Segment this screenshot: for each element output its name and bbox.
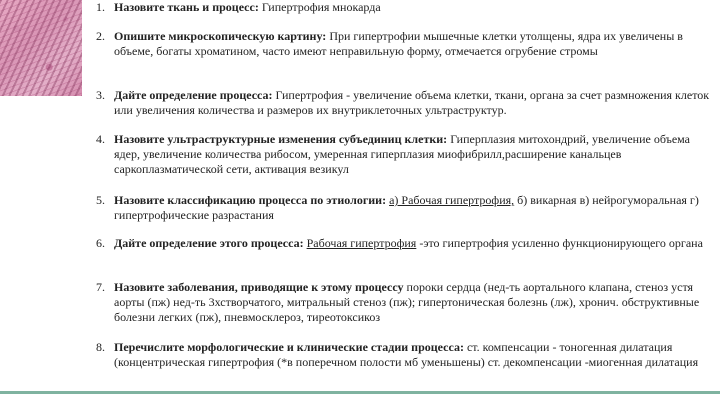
item-answer: Гиперплазия митохондрий, увеличение объема ядер, увеличение количества рибосом, умеренная гиперплазия миофибрилл,расширение канальцев саркоплазматической сети, активация везикул: [114, 132, 691, 176]
item-question: Дайте определение этого процесса:: [114, 236, 304, 250]
footer-divider: [0, 391, 720, 394]
item-question: Дайте определение процесса:: [114, 88, 273, 102]
list-item-1: [96, 0, 712, 15]
list-item-3: [96, 88, 712, 118]
list-item-2: [96, 29, 712, 59]
list-item-5: [96, 193, 712, 223]
item-answer-underlined: а) Рабочая гипертрофия,: [389, 193, 515, 207]
item-number: 7.: [96, 280, 105, 294]
item-answer: При гипертрофии мышечные клетки утолщены, ядра их увеличены в объеме, богаты хроматином, часто имеют неправильную форму, отмечается огрубение стромы: [114, 29, 683, 58]
item-answer: пороки сердца (нед-ть аортального клапана, стеноз устя аорты (пж) нед-ть 3хстворчатого, митральный стеноз (пж); гипертоническая болезнь (лж), хронич. обструктивные болезни легких (пж), пневмосклероз, тиреотоксикоз: [114, 280, 700, 324]
item-number: 5.: [96, 193, 105, 207]
item-question: Перечислите морфологические и клинические стадии процесса:: [114, 340, 464, 354]
histology-micrograph: [0, 0, 82, 96]
list-item-8: [96, 340, 712, 370]
item-answer-underlined: Рабочая гипертрофия: [306, 236, 417, 250]
item-number: 2.: [96, 29, 105, 43]
item-number: 4.: [96, 132, 105, 146]
item-question: Опишите микроскопическую картину:: [114, 29, 327, 43]
item-number: 1.: [96, 0, 105, 14]
item-question: Назовите классификацию процесса по этиологии:: [114, 193, 387, 207]
item-number: 6.: [96, 236, 105, 250]
item-answer: Гипертрофия мнокарда: [258, 0, 381, 14]
item-number: 3.: [96, 88, 105, 102]
item-answer: Гипертрофия - увеличение объема клетки, ткани, органа за счет размножения клеток или увеличения количества и размеров их внутриклеточных ультраструктур.: [114, 88, 710, 117]
item-answer: -это гипертрофия усиленно функционирующего органа: [416, 236, 703, 250]
list-item-4: [96, 132, 712, 177]
item-question: Назовите ультраструктурные изменения субъединиц клетки:: [114, 132, 448, 146]
item-question: Назовите ткань и процесс:: [114, 0, 259, 14]
item-question: Назовите заболевания, приводящие к этому процессу: [114, 280, 404, 294]
item-answer: б) викарная в) нейрогуморальная г) гипертрофические разрастания: [114, 193, 699, 222]
list-item-7: [96, 280, 712, 325]
item-answer: ст. компенсации - тоногенная дилатация (концентрическая гипертрофия (*в поперечном полости мб уменьшены) ст. декомпенсации -миогенная дилатация: [114, 340, 699, 369]
item-number: 8.: [96, 340, 105, 354]
list-item-6: [96, 236, 712, 251]
